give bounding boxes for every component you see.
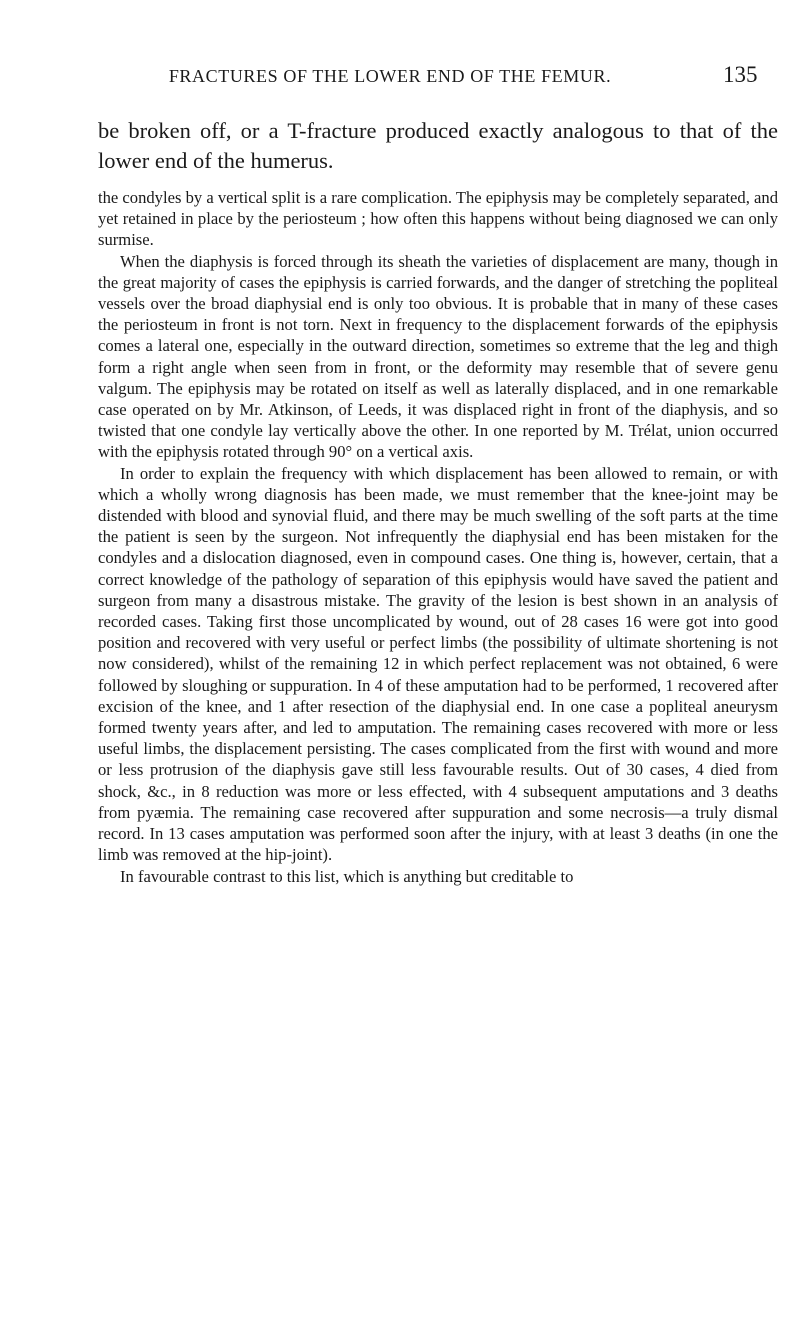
lead-paragraph: be broken off, or a T-fracture produced exactly analogous to that of the lower end of the humerus. — [98, 118, 778, 173]
paragraph-2: When the diaphysis is forced through its sheath the varieties of displacement are many, though in the great majority of cases the epiphysis is carried forwards, and the danger of stretching the popliteal vessels over the broad diaphysial end is only too obvious. It is probable that in many of these cases the periosteum in front is not torn. Next in frequency to the displacement forwards of the epiphysis comes a lateral one, especially in the outward direction, sometimes so extreme that the leg and thigh form a right angle when seen from in front, or the deformity may resemble that of severe genu valgum. The epiphysis may be rotated on itself as well as laterally displaced, and in one remarkable case operated on by Mr. Atkinson, of Leeds, it was displaced right in front of the diaphysis, and so twisted that one condyle lay vertically above the other. In one reported by M. Trélat, union occurred with the epiphysis rotated through 90° on a vertical axis. — [98, 251, 778, 462]
running-head: FRACTURES OF THE LOWER END OF THE FEMUR. — [168, 66, 612, 86]
page-number: 135 — [723, 62, 758, 87]
body-text — [98, 187, 778, 887]
paragraph-1: the condyles by a vertical split is a rare complication. The epiphysis may be completely separated, and yet retained in place by the periosteum ; how often this happens without being diagnosed we can only surmise. — [98, 188, 778, 250]
paragraph-3: In order to explain the frequency with which displacement has been allowed to remain, or with which a wholly wrong diagnosis has been made, we must remember that the knee-joint may be distended with blood and synovial fluid, and there may be much swelling of the soft parts at the time the patient is seen by the surgeon. Not infrequently the diaphysial end has been mistaken for the condyles and a dislocation diagnosed, even in compound cases. One thing is, however, certain, that a correct knowledge of the pathology of separation of this epiphysis would have saved the patient and surgeon from many a disastrous mistake. The gravity of the lesion is best shown in an analysis of recorded cases. Taking first those uncomplicated by wound, out of 28 cases 16 were got into good position and recovered with very useful or perfect limbs (the possibility of ultimate shortening is not now considered), whilst of the remaining 12 in which perfect replacement was not obtained, 6 were followed by sloughing or suppuration. In 4 of these amputation had to be performed, 1 recovered after excision of the knee, and 1 after resection of the diaphysial end. In one case a popliteal aneurysm formed twenty years after, and led to amputation. The remaining cases recovered with more or less useful limbs, the displacement persisting. The cases complicated from the first with wound and more or less protrusion of the diaphysis gave still less favourable results. Out of 30 cases, 4 died from shock, &c., in 8 reduction was more or less effected, with 4 subsequent amputations and 3 deaths from pyæmia. The remaining case recovered after suppuration and some necrosis—a truly dismal record. In 13 cases amputation was performed soon after the injury, with at least 3 deaths (in one the limb was removed at the hip-joint). — [98, 463, 778, 865]
paragraph-4: In favourable contrast to this list, which is anything but creditable to — [120, 866, 574, 886]
